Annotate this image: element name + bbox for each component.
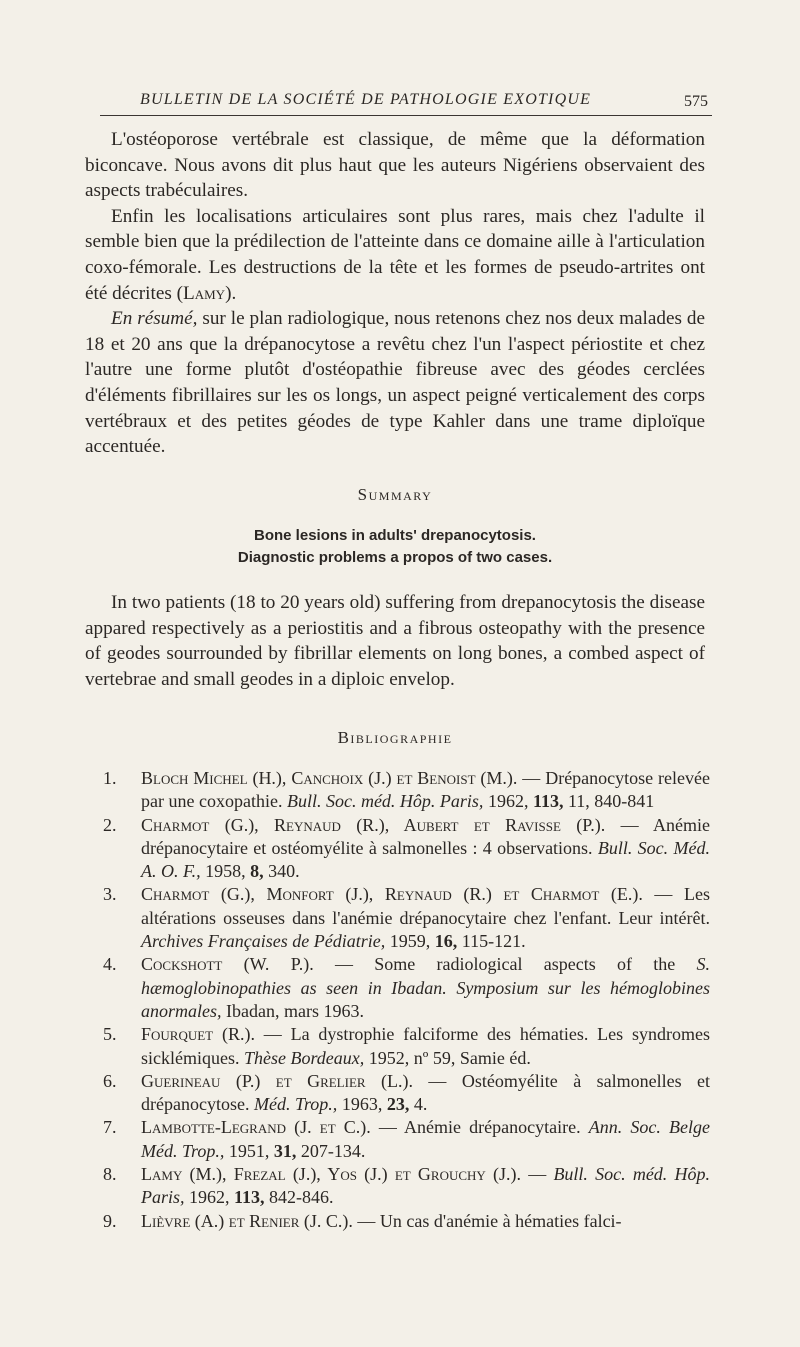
reference-year: 1962, [184,1187,235,1208]
reference-pages: 4. [409,1094,428,1115]
reference-authors: Charmot (G.), Monfort (J.), Reynaud (R.) et Charmot (E.). [141,884,643,905]
reference-authors: Charmot (G.), Reynaud (R.), Aubert et Ravisse (P.). [141,814,606,835]
reference-number: 3. [103,884,117,905]
reference-journal: Thèse Bordeaux, [243,1047,365,1068]
reference-authors: Bloch Michel (H.), Canchoix (J.) et Benoist (M.). [141,768,518,788]
reference-body [141,1070,710,1117]
summary-title-line-1: Bone lesions in adults' drepanocytosis. [254,527,536,544]
reference-title: — Anémie drépanocytaire. [370,1117,589,1138]
reference-authors: Lamy (M.), Frezal (J.), Yos (J.) et Grouchy (J.). [141,1164,522,1185]
paragraph-1: L'ostéoporose vertébrale est classique, de même que la déformation biconcave. Nous avons dit plus haut que les auteurs Nigériens observaient des aspects trabéculaires. [85,129,705,202]
reference-authors: Lièvre (A.) et Renier (J. C.). [141,1210,353,1231]
reference-journal: Bull. Soc. méd. Hôp. Paris, [141,1164,711,1208]
reference-body [141,1116,710,1163]
reference-authors: Cockshott (W. P.). [141,954,314,975]
reference-number: 2. [103,814,117,835]
reference-item [85,1163,710,1210]
paragraph-2-text: Enfin les localisations articulaires sont plus rares, mais chez l'adulte il semble bien que la prédilection de l'atteinte dans ce domaine aille à l'articulation coxo-fémorale. Les destructions de la tête et les formes de pseudo-artrites ont été décrites ( [85,205,705,304]
bibliography-heading: Bibliographie [337,728,453,747]
reference-body [141,767,710,814]
summary-heading: Summary [357,485,433,504]
reference-body [141,814,710,884]
reference-volume: 8, [250,861,264,882]
reference-item [85,1116,710,1163]
paragraph-3 [85,306,705,460]
reference-title: — Un cas d'anémie à hématies falci- [352,1210,622,1231]
reference-body [141,953,710,1023]
reference-volume: 23, [386,1094,410,1115]
paragraph-2 [85,204,705,306]
author-lamy: Lamy [183,282,226,304]
reference-body [141,1163,710,1210]
reference-authors: Guerineau (P.) et Grelier (L.). [141,1070,413,1091]
summary-title [85,525,705,569]
reference-title: — La dystrophie falciforme des hématies. Les syndromes sicklémiques. [141,1024,710,1068]
reference-journal: Bull. Soc. méd. Hôp. Paris, [286,791,484,812]
reference-year: 1958, [200,861,251,882]
reference-pages: 11, 840-841 [563,791,655,812]
en-resume: En résumé, [111,308,198,330]
reference-journal: S. hæmoglobinopathies as seen in Ibadan. Symposium sur les hémoglobines anormales, [141,954,710,1021]
reference-year: 1959, [385,931,435,952]
paragraph-3-text: sur le plan radiologique, nous retenons chez nos deux malades de 18 et 20 ans que la drépanocytose a revêtu chez l'un l'aspect périostite et chez l'autre une forme plutôt d'ostéopathie fibreuse avec des géodes cerclées d'éléments fibrillaires sur les os longs, un aspect peigné verticalement des corps vertébraux et des petites géodes de type Kahler dans une trame diploïque accentuée. [85,308,705,458]
reference-year: 1951, [224,1140,274,1161]
reference-title: — Les altérations osseuses dans l'anémie drépanocytaire chez l'enfant. Leur intérêt. [141,884,710,928]
reference-item [85,1210,710,1233]
reference-title: — Drépanocytose relevée par une coxopathie. [141,768,710,812]
paragraph-2-end: ). [225,282,237,304]
reference-pages: 115-121. [457,931,526,952]
reference-number: 5. [103,1024,117,1045]
summary-text-block [85,590,705,692]
reference-item [85,883,710,953]
reference-number: 7. [103,1117,117,1138]
reference-item [85,1070,710,1117]
body-text [85,127,705,460]
summary-text: In two patients (18 to 20 years old) suffering from drepanocytosis the disease appared respectively as a periostitis and a fibrous osteopathy with the presence of geodes sourrounded by fibrillar elements on long bones, a combed aspect of vertebrae and small geodes in a diploic envelop. [85,592,705,690]
reference-title: — Some radiological aspects of the [313,954,697,975]
reference-year: 1962, [483,791,533,812]
reference-body [141,1210,710,1233]
reference-number: 6. [103,1070,117,1091]
reference-pages: 842-846. [264,1187,334,1208]
reference-title: — Ostéomyélite à salmonelles et drépanocytose. [141,1070,711,1115]
reference-item [85,814,710,884]
reference-volume: 16, [434,931,458,952]
reference-year: Ibadan, mars 1963. [221,1000,364,1021]
reference-title: — [521,1164,554,1185]
reference-volume: 31, [273,1140,297,1161]
summary-title-line-2: Diagnostic problems a propos of two cases. [237,549,553,566]
running-title: BULLETIN DE LA SOCIÉTÉ DE PATHOLOGIE EXOTIQUE [140,91,592,108]
reference-item [85,1023,710,1070]
reference-item [85,767,710,814]
reference-journal: Méd. Trop., [253,1094,338,1115]
page-header [100,89,712,116]
reference-pages: 207-134. [296,1140,366,1161]
reference-number: 9. [103,1210,117,1231]
reference-volume: 113, [234,1187,265,1208]
reference-journal: Bull. Soc. Méd. A. O. F., [141,837,710,882]
reference-number: 8. [103,1164,117,1185]
reference-journal: Ann. Soc. Belge Méd. Trop., [141,1117,710,1161]
reference-pages: 340. [263,861,300,882]
reference-title: — Anémie drépanocytaire et ostéomyélite à salmonelles : 4 observations. [141,814,710,858]
reference-body [141,883,710,953]
reference-year: 1963, [337,1094,387,1115]
page-number: 575 [684,93,708,110]
reference-volume: 113, [532,791,564,812]
reference-authors: Fourquet (R.). [141,1024,255,1045]
reference-number: 4. [103,954,117,975]
reference-body [141,1023,710,1070]
reference-authors: Lambotte-Legrand (J. et C.). [141,1117,371,1138]
reference-number: 1. [103,768,117,788]
reference-journal: Archives Françaises de Pédiatrie, [141,931,386,952]
reference-item [85,953,710,1023]
reference-year: 1952, nº 59, Samie éd. [364,1047,531,1068]
bibliography-list [85,767,710,1233]
